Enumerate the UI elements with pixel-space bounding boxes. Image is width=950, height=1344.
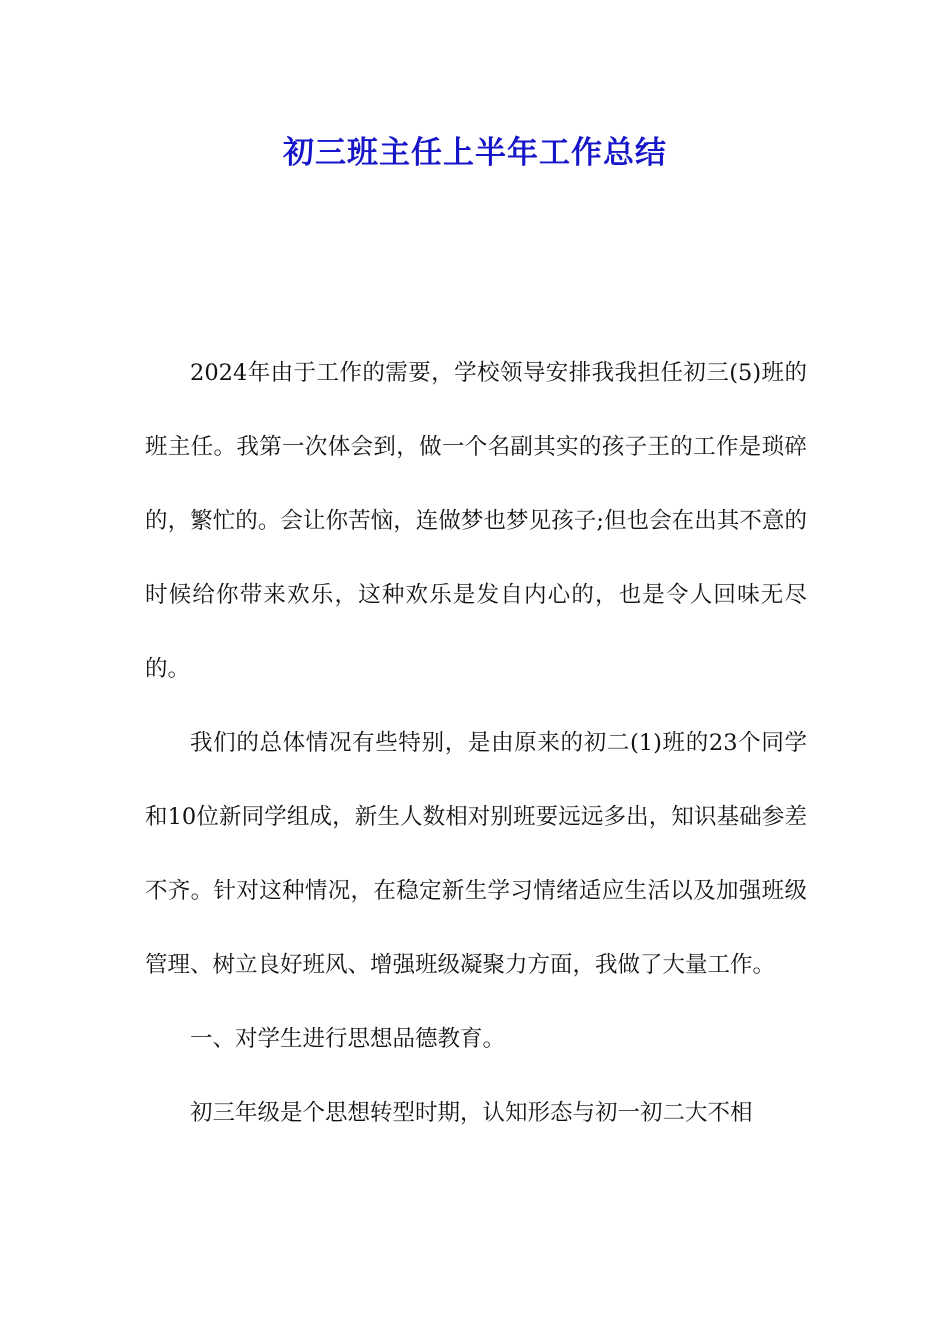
document-title: 初三班主任上半年工作总结 [283, 135, 667, 171]
section-heading-1: 一、对学生进行思想品德教育。 [190, 1026, 506, 1052]
paragraph-2: 我们的总体情况有些特别，是由原来的初二(1)班的23个同学和10位新同学组成，新生人数相对别班要远远多出，知识基础参差不齐。针对这种情况，在稳定新生学习情绪适应生活以及加强班级管理、树立良好班风、增强班级凝聚力方面，我做了大量工作。 [145, 730, 807, 978]
paragraph-1: 2024年由于工作的需要，学校领导安排我我担任初三(5)班的班主任。我第一次体会到，做一个名副其实的孩子王的工作是琐碎的，繁忙的。会让你苦恼，连做梦也梦见孩子;但也会在出其不意的时候给你带来欢乐，这种欢乐是发自内心的，也是令人回味无尽的。 [145, 360, 807, 682]
document-body [145, 336, 807, 1150]
paragraph-3: 初三年级是个思想转型时期，认知形态与初一初二大不相 [190, 1100, 753, 1126]
